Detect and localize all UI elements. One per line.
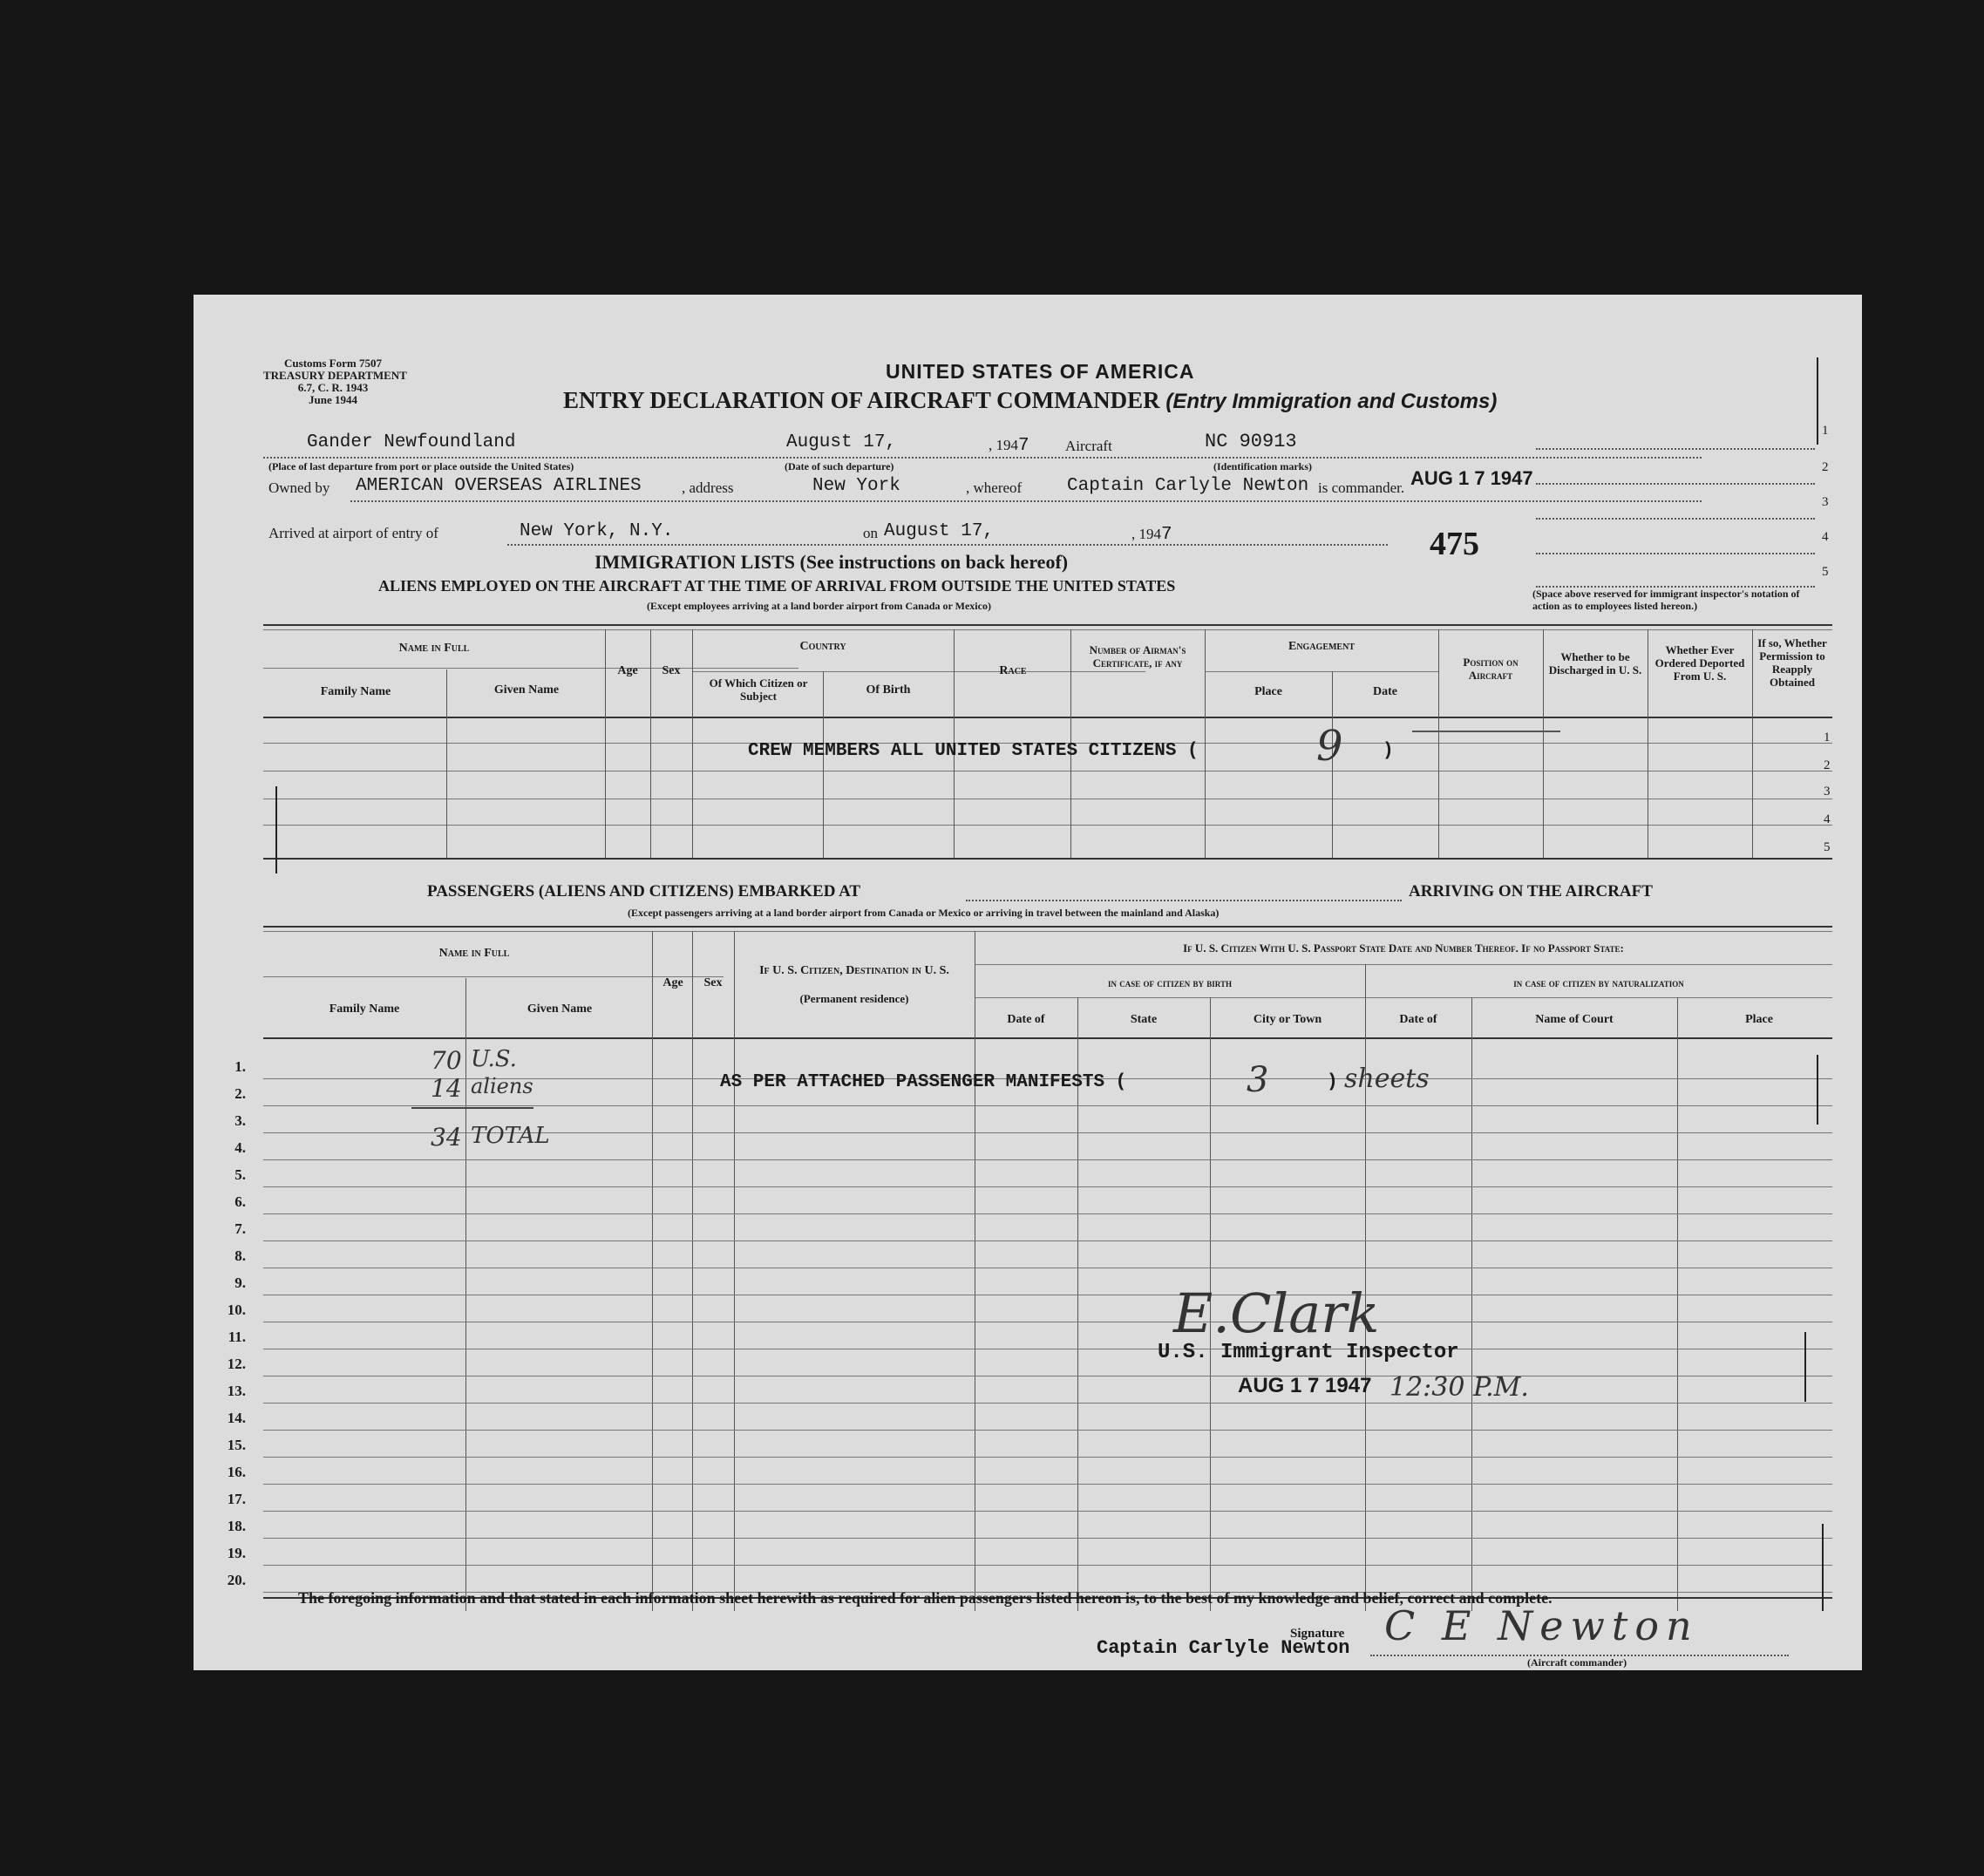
pass-col-destination-sub: (Permanent residence) bbox=[799, 992, 909, 1005]
reserved-line-3 bbox=[1536, 518, 1815, 520]
passenger-row-number: 16. bbox=[227, 1464, 246, 1480]
passenger-row-number: 11. bbox=[228, 1329, 246, 1345]
passenger-row-number: 12. bbox=[227, 1356, 246, 1372]
form-title-main: ENTRY DECLARATION OF AIRCRAFT COMMANDER bbox=[563, 387, 1160, 413]
reserved-num-2: 2 bbox=[1822, 460, 1829, 474]
passenger-row-line bbox=[263, 1538, 1832, 1539]
aircraft-id: NC 90913 bbox=[1205, 431, 1297, 452]
passenger-row-number: 10. bbox=[227, 1302, 246, 1318]
crew-row-num-1: 1 bbox=[1824, 731, 1831, 744]
arrival-date: August 17, bbox=[884, 521, 995, 541]
crew-country-split bbox=[692, 671, 1145, 672]
pass-col-dateof2: Date of bbox=[1399, 1013, 1437, 1026]
crew-vline-1 bbox=[446, 670, 447, 858]
footer-signature: C E Newton bbox=[1384, 1602, 1699, 1649]
passenger-row-line bbox=[263, 1159, 1832, 1160]
pass-col-city: City or Town bbox=[1253, 1013, 1322, 1026]
crew-col-family: Family Name bbox=[320, 685, 391, 698]
passenger-row-number: 2. bbox=[234, 1085, 246, 1102]
form-id-line2: TREASURY DEPARTMENT bbox=[263, 369, 407, 382]
crew-margin-mark bbox=[275, 786, 277, 873]
owner-label: Owned by bbox=[268, 479, 330, 496]
tally-label-2: aliens bbox=[471, 1074, 533, 1098]
passenger-row-number: 15. bbox=[227, 1437, 246, 1453]
passenger-row-number: 20. bbox=[227, 1572, 246, 1588]
pass-entry-count: 3 bbox=[1247, 1060, 1269, 1100]
pass-vline-10 bbox=[1677, 997, 1678, 1611]
reserved-line-1 bbox=[1536, 448, 1815, 450]
aircraft-caption: (Identification marks) bbox=[1213, 460, 1312, 472]
passenger-row-number: 7. bbox=[234, 1220, 246, 1237]
reserved-line-2 bbox=[1536, 483, 1815, 485]
crew-col-country: Country bbox=[799, 640, 846, 653]
form-id-line3: 6.7, C. R. 1943 bbox=[297, 381, 369, 394]
owner-line bbox=[350, 500, 1702, 502]
pass-entry-note: sheets bbox=[1344, 1064, 1430, 1094]
passenger-row-number: 19. bbox=[227, 1545, 246, 1561]
inspector-title: U.S. Immigrant Inspector bbox=[1158, 1341, 1459, 1364]
tally-num-2: 14 bbox=[431, 1074, 462, 1103]
reserved-num-1: 1 bbox=[1822, 424, 1829, 438]
pass-col-given: Given Name bbox=[527, 1003, 593, 1016]
crew-dash-line bbox=[1412, 731, 1560, 732]
departure-year bbox=[989, 436, 1029, 456]
inspector-time: 12:30 P.M. bbox=[1389, 1372, 1529, 1403]
pass-header-bottom bbox=[263, 1037, 1832, 1039]
tally-label-3: TOTAL bbox=[471, 1123, 550, 1149]
crew-col-place: Place bbox=[1254, 685, 1282, 698]
crew-table-bottom bbox=[263, 858, 1832, 860]
crew-heading: IMMIGRATION LISTS (See instructions on back hereof) bbox=[595, 551, 1069, 573]
crew-col-name: Name in Full bbox=[398, 642, 470, 655]
crew-vline-11 bbox=[1543, 629, 1544, 858]
crew-col-age: Age bbox=[617, 664, 638, 677]
passenger-row-number: 1. bbox=[234, 1058, 246, 1075]
crew-col-race: Race bbox=[999, 664, 1027, 677]
departure-date: August 17, bbox=[786, 432, 897, 452]
crew-col-airman: Number of Airman's Certificate, if any bbox=[1089, 643, 1186, 670]
crew-entry-close: ) bbox=[1383, 741, 1394, 761]
departure-line bbox=[263, 457, 1702, 459]
footer-statement: The foregoing information and that stated in each information sheet herewith as required for alien passengers listed hereon is, to the best of my knowledge and belief, correct and complete. bbox=[298, 1589, 1553, 1607]
crew-row-num-5: 5 bbox=[1824, 840, 1831, 854]
departure-year-prefix: , 194 bbox=[989, 437, 1018, 453]
footer-signature-label: Signature bbox=[1290, 1627, 1345, 1641]
pass-col-state: State bbox=[1130, 1013, 1158, 1026]
crew-name-split bbox=[263, 668, 798, 669]
commander-name: Captain Carlyle Newton bbox=[1067, 476, 1309, 496]
pass-table-top bbox=[263, 926, 1832, 928]
form-id-line4: June 1944 bbox=[309, 393, 357, 406]
pass-case-split bbox=[975, 997, 1832, 998]
passenger-row-line bbox=[263, 1105, 1832, 1106]
form-sheet bbox=[194, 295, 1862, 1670]
passenger-row-line bbox=[263, 1213, 1832, 1214]
pass-col-court: Name of Court bbox=[1535, 1013, 1614, 1026]
passenger-row-number: 4. bbox=[234, 1139, 246, 1156]
crew-col-given: Given Name bbox=[493, 683, 560, 697]
crew-col-date: Date bbox=[1373, 685, 1397, 698]
tally-label-1: U.S. bbox=[471, 1046, 517, 1072]
passenger-row-line bbox=[263, 1430, 1832, 1431]
crew-vline-5 bbox=[823, 671, 824, 858]
crew-subheading: ALIENS EMPLOYED ON THE AIRCRAFT AT THE TIME OF ARRIVAL FROM OUTSIDE THE UNITED STATES bbox=[378, 577, 1176, 595]
crew-row-num-2: 2 bbox=[1824, 758, 1831, 772]
crew-vline-10 bbox=[1438, 629, 1439, 858]
pass-margin-mark-1 bbox=[1817, 1055, 1818, 1125]
arrival-year-prefix: , 194 bbox=[1131, 526, 1161, 542]
pass-margin-mark-2 bbox=[1804, 1332, 1806, 1402]
arrival-year-digit: 7 bbox=[1161, 525, 1172, 545]
crew-engagement-split bbox=[1205, 671, 1438, 672]
owner-address: New York bbox=[812, 476, 900, 496]
arrival-line bbox=[507, 544, 1388, 546]
inspector-signature: E.Clark bbox=[1173, 1281, 1380, 1345]
pass-col-age: Age bbox=[662, 976, 683, 989]
departure-place: Gander Newfoundland bbox=[307, 432, 516, 452]
crew-vline-13 bbox=[1752, 629, 1753, 858]
crew-col-engagement: Engagement bbox=[1288, 640, 1355, 653]
passenger-row-number: 13. bbox=[227, 1383, 246, 1399]
country-heading: UNITED STATES OF AMERICA bbox=[886, 360, 1195, 383]
reserved-num-3: 3 bbox=[1822, 495, 1829, 509]
form-id-block bbox=[263, 357, 407, 406]
pass-col-passport: If U. S. Citizen With U. S. Passport State Date and Number Thereof. If no Passport State: bbox=[1183, 941, 1624, 955]
pass-entry-text: AS PER ATTACHED PASSENGER MANIFESTS ( bbox=[720, 1072, 1127, 1092]
pass-col-name: Name in Full bbox=[438, 947, 510, 960]
margin-mark-top bbox=[1817, 357, 1818, 445]
passenger-row-number: 18. bbox=[227, 1518, 246, 1534]
pass-vline-3 bbox=[692, 931, 693, 1611]
pass-vline-2 bbox=[652, 931, 653, 1611]
passenger-row-line bbox=[263, 1403, 1832, 1404]
crew-entry-text: CREW MEMBERS ALL UNITED STATES CITIZENS ( bbox=[748, 741, 1199, 761]
aircraft-label: Aircraft bbox=[1065, 438, 1112, 454]
pass-passport-split bbox=[975, 964, 1832, 965]
passenger-row-number: 14. bbox=[227, 1410, 246, 1426]
departure-year-digit: 7 bbox=[1018, 436, 1029, 456]
pass-col-birth-case: in case of citizen by birth bbox=[1108, 976, 1232, 989]
pass-col-family: Family Name bbox=[329, 1003, 400, 1016]
form-title bbox=[563, 387, 1497, 414]
passenger-row-number: 3. bbox=[234, 1112, 246, 1129]
pass-margin-mark-3 bbox=[1822, 1524, 1824, 1611]
footer-signature-caption: (Aircraft commander) bbox=[1527, 1656, 1627, 1669]
arrival-year bbox=[1131, 525, 1172, 545]
owner-name: AMERICAN OVERSEAS AIRLINES bbox=[356, 476, 642, 496]
pass-entry-close: ) bbox=[1327, 1072, 1338, 1092]
crew-col-sex: Sex bbox=[662, 664, 681, 677]
departure-date-caption: (Date of such departure) bbox=[785, 460, 894, 472]
crew-header-bottom bbox=[263, 717, 1832, 718]
pass-heading-right: ARRIVING ON THE AIRCRAFT bbox=[1409, 882, 1653, 901]
pass-heading-left: PASSENGERS (ALIENS AND CITIZENS) EMBARKED AT bbox=[427, 882, 861, 901]
whereof-label: , whereof bbox=[966, 479, 1023, 496]
pass-col-natural-case: in case of citizen by naturalization bbox=[1513, 976, 1684, 989]
reserved-num-4: 4 bbox=[1822, 530, 1829, 544]
reserved-num-5: 5 bbox=[1822, 565, 1829, 579]
tally-num-1: 70 bbox=[431, 1046, 462, 1075]
passenger-row-number: 5. bbox=[234, 1166, 246, 1183]
crew-col-position: Position on Aircraft bbox=[1463, 656, 1519, 682]
crew-col-birth: Of Birth bbox=[866, 683, 911, 697]
reserved-line-4 bbox=[1536, 553, 1815, 554]
passenger-row-line bbox=[263, 1186, 1832, 1187]
reserved-note: (Space above reserved for immigrant inspector's notation of action as to employees listed hereon.) bbox=[1532, 588, 1800, 612]
pass-embarked-line bbox=[966, 900, 1402, 901]
crew-row-num-4: 4 bbox=[1824, 812, 1831, 826]
form-id-line1: Customs Form 7507 bbox=[284, 357, 382, 370]
pass-col-place: Place bbox=[1745, 1013, 1773, 1026]
passenger-row-line bbox=[263, 1565, 1832, 1566]
departure-place-caption: (Place of last departure from port or place outside the United States) bbox=[268, 460, 574, 472]
arrival-label: Arrived at airport of entry of bbox=[268, 525, 438, 541]
crew-col-discharged: Whether to be Discharged in U. S. bbox=[1548, 650, 1642, 676]
date-stamp-top: AUG 1 7 1947 bbox=[1410, 467, 1533, 489]
crew-note: (Except employees arriving at a land border airport from Canada or Mexico) bbox=[647, 600, 991, 612]
owner-address-label: , address bbox=[682, 479, 734, 496]
inspector-stamp: AUG 1 7 1947 bbox=[1238, 1374, 1372, 1397]
passenger-row-line bbox=[263, 1484, 1832, 1485]
pass-vline-9 bbox=[1471, 997, 1472, 1611]
crew-vline-4 bbox=[692, 629, 693, 858]
crew-entry-count: 9 bbox=[1316, 722, 1343, 771]
crew-row-line-4 bbox=[263, 825, 1832, 826]
crew-col-citizen: Of Which Citizen or Subject bbox=[709, 676, 808, 703]
crew-table-top bbox=[263, 624, 1832, 626]
is-commander-label: is commander. bbox=[1318, 479, 1405, 496]
pass-note: (Except passengers arriving at a land border airport from Canada or Mexico or arriving in travel between the mainland and Alaska) bbox=[628, 907, 1220, 919]
passenger-row-number: 9. bbox=[234, 1274, 246, 1291]
crew-vline-8 bbox=[1205, 629, 1206, 858]
pass-table-top-2 bbox=[263, 931, 1832, 932]
passenger-row-number: 6. bbox=[234, 1193, 246, 1210]
arrival-on-label: on bbox=[863, 525, 878, 541]
form-title-sub: (Entry Immigration and Customs) bbox=[1165, 390, 1498, 413]
crew-table-top-2 bbox=[263, 629, 1832, 630]
manifest-number: 475 bbox=[1430, 526, 1479, 562]
pass-col-dateof: Date of bbox=[1007, 1013, 1045, 1026]
passenger-row-line bbox=[263, 1240, 1832, 1241]
crew-col-reapply: If so, Whether Permission to Reapply Obtained bbox=[1757, 636, 1827, 689]
pass-vline-4 bbox=[734, 931, 735, 1611]
arrival-airport: New York, N.Y. bbox=[520, 521, 674, 541]
crew-col-deported: Whether Ever Ordered Deported From U. S. bbox=[1654, 643, 1745, 683]
passenger-row-line bbox=[263, 1457, 1832, 1458]
pass-col-sex: Sex bbox=[703, 976, 723, 989]
pass-col-destination: If U. S. Citizen, Destination in U. S. bbox=[759, 964, 949, 977]
crew-row-num-3: 3 bbox=[1824, 785, 1831, 799]
tally-underline bbox=[411, 1107, 533, 1109]
passenger-row-number: 8. bbox=[234, 1247, 246, 1264]
passenger-row-line bbox=[263, 1511, 1832, 1512]
footer-typed-name: Captain Carlyle Newton bbox=[1097, 1637, 1350, 1659]
passenger-row-number: 17. bbox=[227, 1491, 246, 1507]
tally-num-3: 34 bbox=[431, 1123, 462, 1152]
